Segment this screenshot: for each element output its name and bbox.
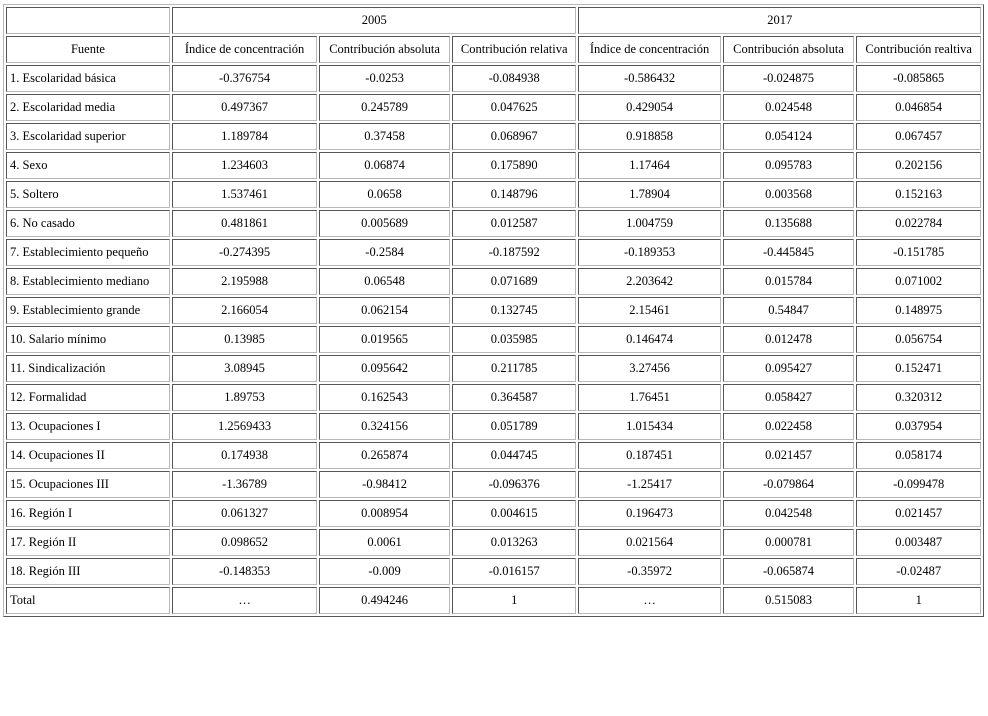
column-header-row <box>6 36 981 63</box>
table-cell: 0.174938 <box>172 442 317 469</box>
column-header: Contribución absoluta <box>723 36 855 63</box>
table-cell: 0.058427 <box>723 384 855 411</box>
table-cell: -1.25417 <box>578 471 720 498</box>
row-label: 10. Salario mínimo <box>6 326 170 353</box>
table-cell: 0.211785 <box>452 355 577 382</box>
row-label: 18. Región III <box>6 558 170 585</box>
table-cell: 0.015784 <box>723 268 855 295</box>
table-cell: 0.071002 <box>856 268 981 295</box>
table-cell: 2.203642 <box>578 268 720 295</box>
table-cell: 3.08945 <box>172 355 317 382</box>
column-header: Índice de concentración <box>172 36 317 63</box>
table-cell: 0.515083 <box>723 587 855 614</box>
table-cell: 1.89753 <box>172 384 317 411</box>
column-header: Contribución absoluta <box>319 36 450 63</box>
table-cell: 0.037954 <box>856 413 981 440</box>
table-cell: -0.35972 <box>578 558 720 585</box>
table-cell: -0.445845 <box>723 239 855 266</box>
table-cell: 0.035985 <box>452 326 577 353</box>
table-header <box>6 7 981 63</box>
table-cell: 0.202156 <box>856 152 981 179</box>
table-row <box>6 239 981 266</box>
table-cell: -0.376754 <box>172 65 317 92</box>
table-cell: 0.098652 <box>172 529 317 556</box>
table-cell: 1.2569433 <box>172 413 317 440</box>
row-label: 11. Sindicalización <box>6 355 170 382</box>
table-cell: -0.02487 <box>856 558 981 585</box>
row-label: 14. Ocupaciones II <box>6 442 170 469</box>
table-row <box>6 355 981 382</box>
table-row <box>6 413 981 440</box>
table-row <box>6 442 981 469</box>
table-row <box>6 326 981 353</box>
table-body <box>6 65 981 614</box>
table-cell: -0.187592 <box>452 239 577 266</box>
table-cell: 0.146474 <box>578 326 720 353</box>
table-cell: -0.084938 <box>452 65 577 92</box>
table-cell: 0.06874 <box>319 152 450 179</box>
row-label: 7. Establecimiento pequeño <box>6 239 170 266</box>
table-row <box>6 123 981 150</box>
table-cell: -0.148353 <box>172 558 317 585</box>
table-cell: 0.046854 <box>856 94 981 121</box>
table-cell: 0.095783 <box>723 152 855 179</box>
row-label: 15. Ocupaciones III <box>6 471 170 498</box>
row-label: 9. Establecimiento grande <box>6 297 170 324</box>
table-row <box>6 268 981 295</box>
table-cell: 2.166054 <box>172 297 317 324</box>
table-cell: -0.274395 <box>172 239 317 266</box>
year-header-2017: 2017 <box>578 7 981 34</box>
table-cell: 0.024548 <box>723 94 855 121</box>
table-cell: 0.13985 <box>172 326 317 353</box>
table-cell: 0.918858 <box>578 123 720 150</box>
table-cell: -0.096376 <box>452 471 577 498</box>
table-cell: 0.135688 <box>723 210 855 237</box>
table-cell: 0.061327 <box>172 500 317 527</box>
table-cell: 0.012478 <box>723 326 855 353</box>
table-row <box>6 587 981 614</box>
table-cell: -0.009 <box>319 558 450 585</box>
table-container <box>3 4 984 617</box>
table-cell: -0.016157 <box>452 558 577 585</box>
table-cell: 1 <box>856 587 981 614</box>
table-cell: 0.429054 <box>578 94 720 121</box>
table-cell: 0.056754 <box>856 326 981 353</box>
table-row <box>6 384 981 411</box>
table-cell: 1.17464 <box>578 152 720 179</box>
table-cell: 0.068967 <box>452 123 577 150</box>
table-cell: 0.0061 <box>319 529 450 556</box>
row-label: 16. Región I <box>6 500 170 527</box>
table-cell: 1.234603 <box>172 152 317 179</box>
row-label: 5. Soltero <box>6 181 170 208</box>
table-cell: -0.099478 <box>856 471 981 498</box>
table-cell: 0.095427 <box>723 355 855 382</box>
table-cell: 0.012587 <box>452 210 577 237</box>
table-cell: 0.320312 <box>856 384 981 411</box>
table-row <box>6 152 981 179</box>
table-cell: 0.022784 <box>856 210 981 237</box>
table-cell: -0.98412 <box>319 471 450 498</box>
table-cell: 0.37458 <box>319 123 450 150</box>
table-cell: 0.152163 <box>856 181 981 208</box>
table-cell: 0.245789 <box>319 94 450 121</box>
row-label: 17. Región II <box>6 529 170 556</box>
table-cell: 0.062154 <box>319 297 450 324</box>
table-row <box>6 210 981 237</box>
table-cell: 0.54847 <box>723 297 855 324</box>
table-cell: -0.151785 <box>856 239 981 266</box>
column-header: Contribución relativa <box>452 36 577 63</box>
table-cell: 0.497367 <box>172 94 317 121</box>
table-cell: 1 <box>452 587 577 614</box>
table-cell: 0.008954 <box>319 500 450 527</box>
table-row <box>6 500 981 527</box>
table-row <box>6 181 981 208</box>
table-cell: 0.148975 <box>856 297 981 324</box>
table-cell: 0.003568 <box>723 181 855 208</box>
table-cell: 1.015434 <box>578 413 720 440</box>
table-cell: 0.021564 <box>578 529 720 556</box>
table-cell: 0.004615 <box>452 500 577 527</box>
table-row <box>6 297 981 324</box>
row-label: 3. Escolaridad superior <box>6 123 170 150</box>
table-cell: 0.095642 <box>319 355 450 382</box>
table-cell: 1.004759 <box>578 210 720 237</box>
table-cell: 0.000781 <box>723 529 855 556</box>
table-row <box>6 94 981 121</box>
table-cell: 0.0658 <box>319 181 450 208</box>
table-cell: 0.187451 <box>578 442 720 469</box>
table-cell: -0.189353 <box>578 239 720 266</box>
column-header: Índice de concentración <box>578 36 720 63</box>
row-label: 8. Establecimiento mediano <box>6 268 170 295</box>
row-label: 12. Formalidad <box>6 384 170 411</box>
table-cell: 0.132745 <box>452 297 577 324</box>
table-cell: 0.022458 <box>723 413 855 440</box>
table-cell: 2.195988 <box>172 268 317 295</box>
table-cell: -0.024875 <box>723 65 855 92</box>
table-cell: 0.013263 <box>452 529 577 556</box>
table-row <box>6 558 981 585</box>
table-cell: 0.162543 <box>319 384 450 411</box>
table-cell: 0.051789 <box>452 413 577 440</box>
table-cell: 0.175890 <box>452 152 577 179</box>
table-cell: 1.537461 <box>172 181 317 208</box>
table-cell: 1.189784 <box>172 123 317 150</box>
table-cell: 1.76451 <box>578 384 720 411</box>
table-cell: 0.364587 <box>452 384 577 411</box>
table-cell: 0.021457 <box>723 442 855 469</box>
table-cell: -0.2584 <box>319 239 450 266</box>
table-cell: 0.044745 <box>452 442 577 469</box>
table-cell: -0.079864 <box>723 471 855 498</box>
row-label: 4. Sexo <box>6 152 170 179</box>
table-cell: 2.15461 <box>578 297 720 324</box>
decomposition-table <box>3 4 984 617</box>
table-cell: 0.005689 <box>319 210 450 237</box>
table-cell: 0.152471 <box>856 355 981 382</box>
table-cell: 0.021457 <box>856 500 981 527</box>
table-cell: 3.27456 <box>578 355 720 382</box>
table-cell: 0.494246 <box>319 587 450 614</box>
table-cell: 0.003487 <box>856 529 981 556</box>
table-cell: 0.196473 <box>578 500 720 527</box>
year-header-row <box>6 7 981 34</box>
table-cell: 0.071689 <box>452 268 577 295</box>
table-cell: 0.058174 <box>856 442 981 469</box>
table-row <box>6 471 981 498</box>
table-cell: -0.085865 <box>856 65 981 92</box>
table-cell: … <box>578 587 720 614</box>
source-header: Fuente <box>6 36 170 63</box>
table-cell: 0.042548 <box>723 500 855 527</box>
table-cell: -1.36789 <box>172 471 317 498</box>
table-cell: 1.78904 <box>578 181 720 208</box>
table-row <box>6 529 981 556</box>
row-label: 6. No casado <box>6 210 170 237</box>
row-label: 2. Escolaridad media <box>6 94 170 121</box>
column-header: Contribución realtiva <box>856 36 981 63</box>
table-cell: 0.265874 <box>319 442 450 469</box>
table-cell: 0.019565 <box>319 326 450 353</box>
year-header-2005: 2005 <box>172 7 577 34</box>
row-label: Total <box>6 587 170 614</box>
table-cell: -0.586432 <box>578 65 720 92</box>
table-cell: 0.054124 <box>723 123 855 150</box>
table-cell: -0.0253 <box>319 65 450 92</box>
table-cell: 0.148796 <box>452 181 577 208</box>
table-cell: 0.324156 <box>319 413 450 440</box>
row-label: 1. Escolaridad básica <box>6 65 170 92</box>
table-cell: 0.047625 <box>452 94 577 121</box>
corner-cell <box>6 7 170 34</box>
table-cell: 0.481861 <box>172 210 317 237</box>
table-row <box>6 65 981 92</box>
table-cell: -0.065874 <box>723 558 855 585</box>
table-cell: … <box>172 587 317 614</box>
table-cell: 0.067457 <box>856 123 981 150</box>
row-label: 13. Ocupaciones I <box>6 413 170 440</box>
table-cell: 0.06548 <box>319 268 450 295</box>
